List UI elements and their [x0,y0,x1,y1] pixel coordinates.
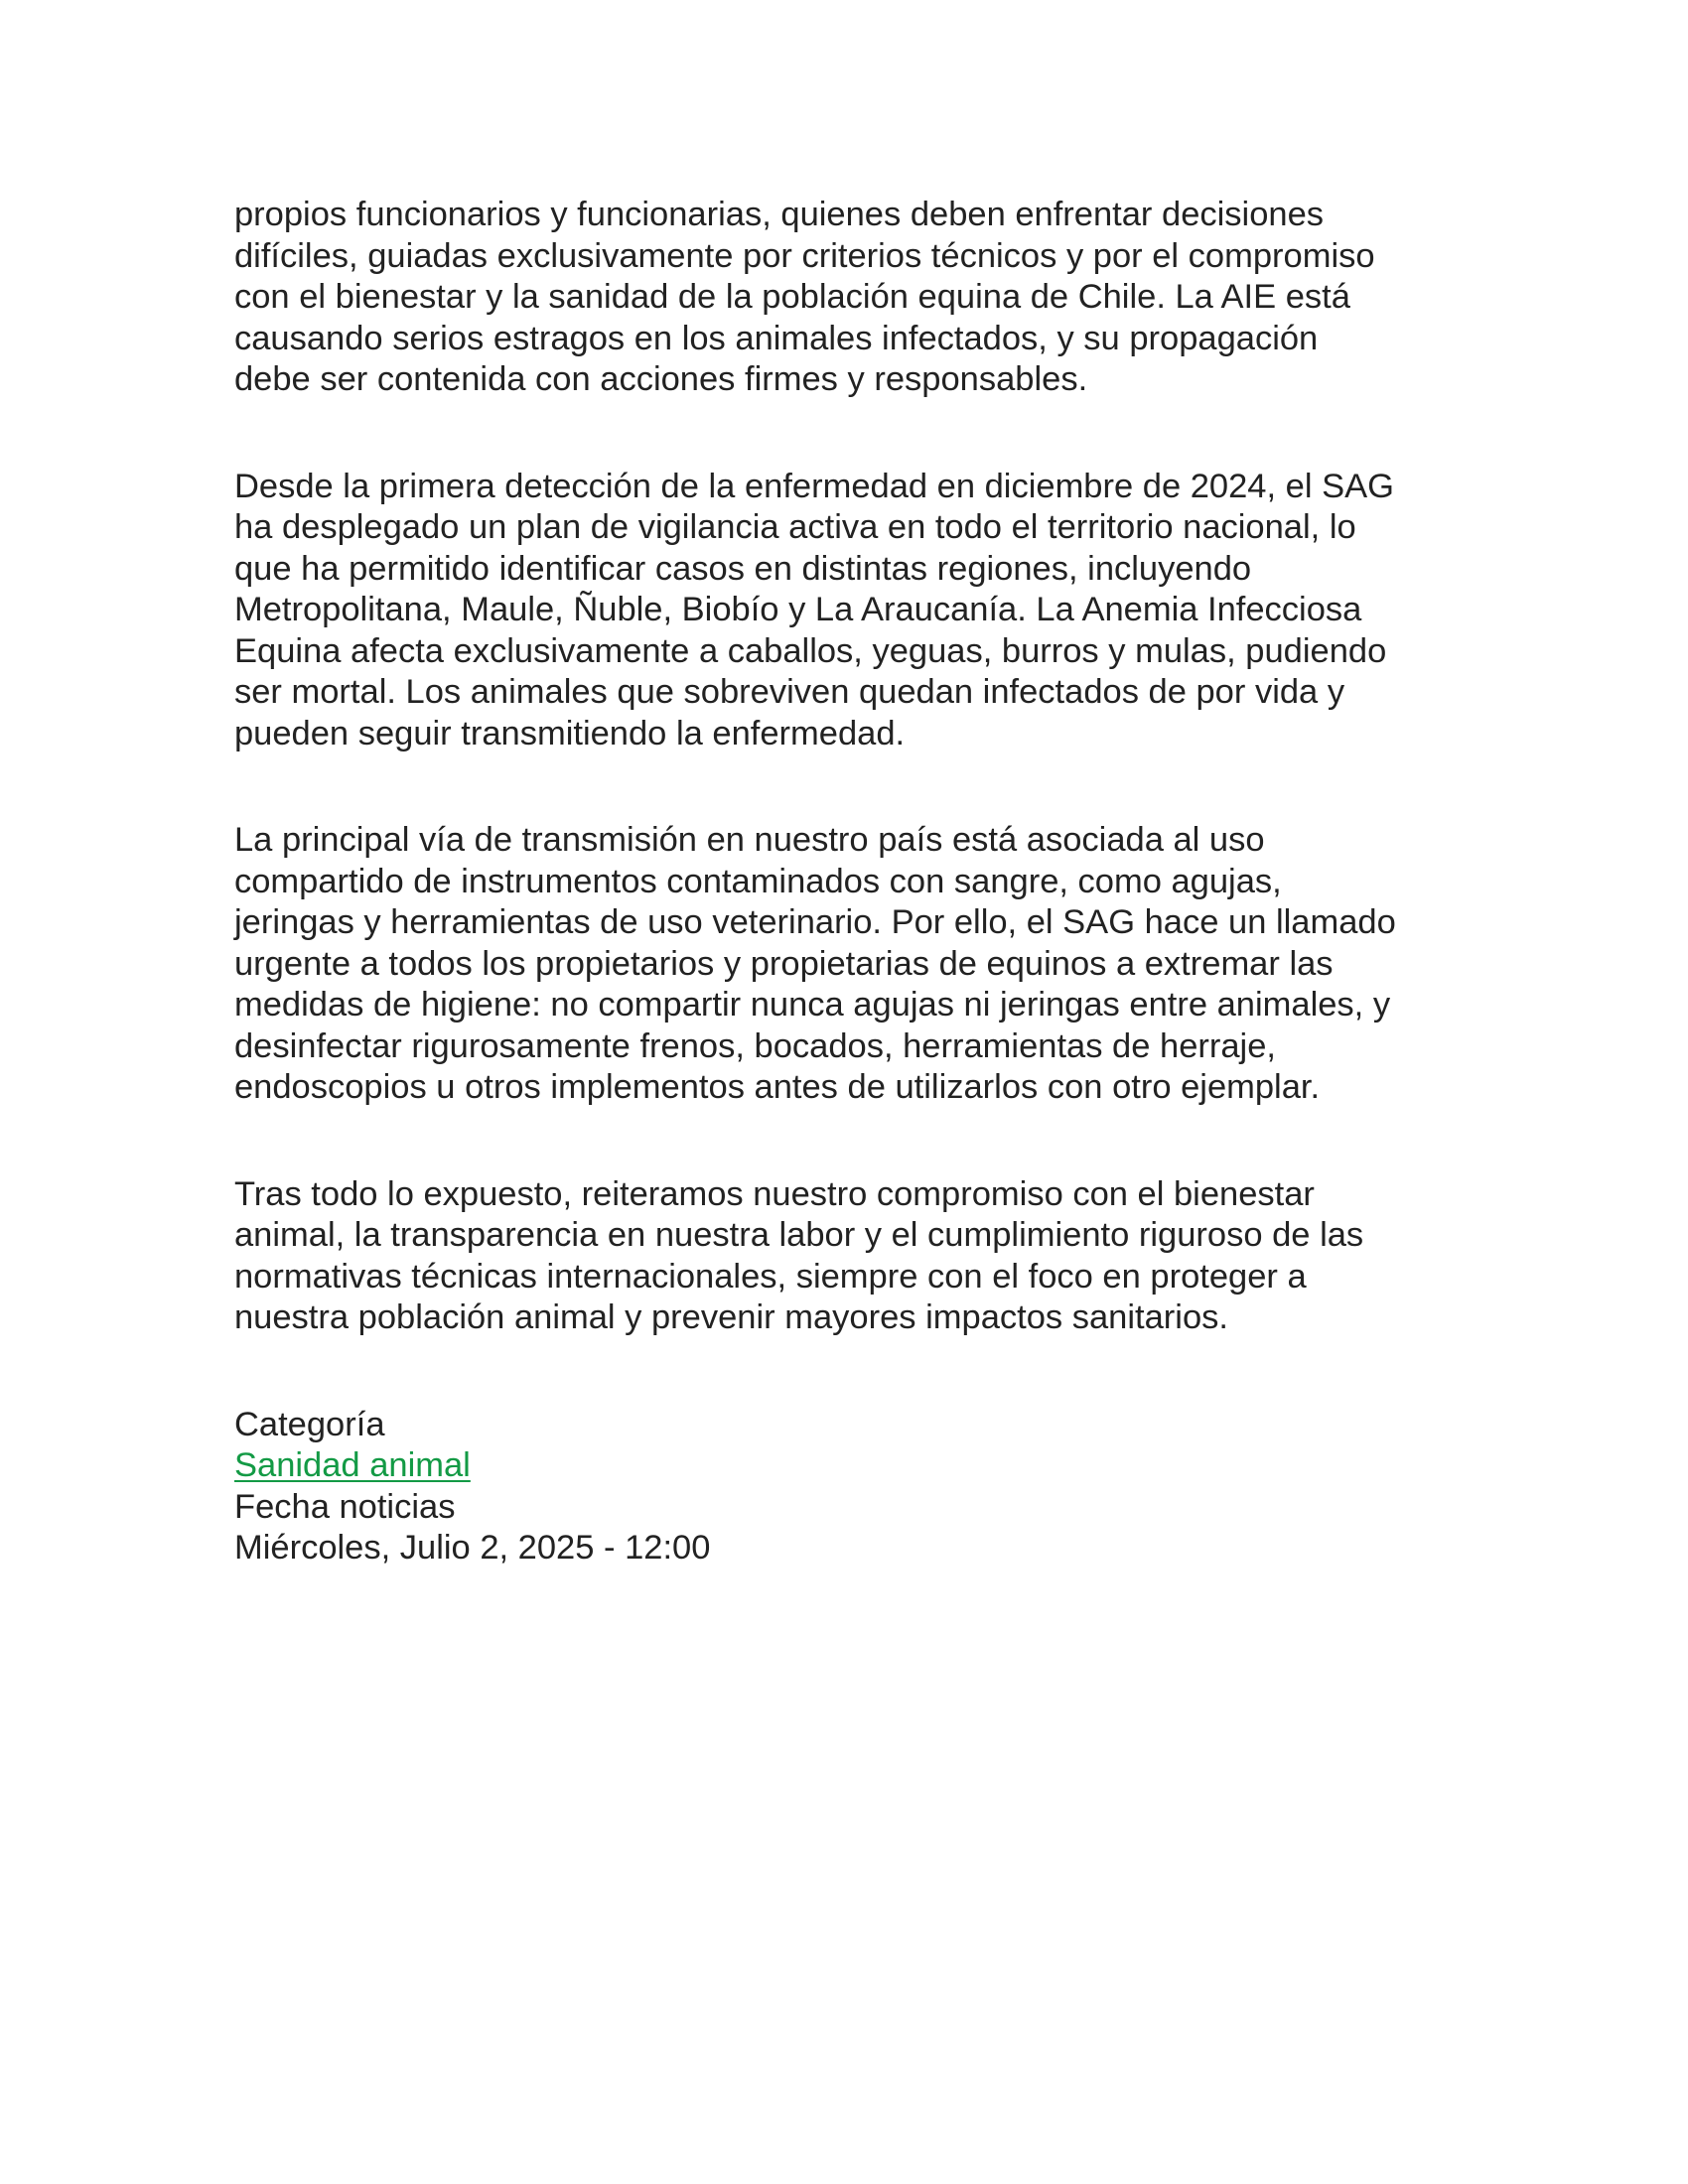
article-paragraph: Tras todo lo expuesto, reiteramos nuestro compromiso con el bienestar animal, la transparencia en nuestra labor y el cumplimiento riguroso de las normativas técnicas internacionales, siempre con el foco en proteger a nuestra población animal y prevenir mayores impactos sanitarios. [234,1174,1364,1336]
article-paragraph: La principal vía de transmisión en nuestro país está asociada al uso compartido de instrumentos contaminados con sangre, como agujas, jeringas y herramientas de uso veterinario. Por ello, el SAG hace un llamado urgente a todos los propietarios y propietarias de equinos a extremar las medidas de higiene: no compartir nunca agujas ni jeringas entre animales, y desinfectar rigurosamente frenos, bocados, herramientas de herraje, endoscopios u otros implementos antes de utilizarlos con otro ejemplar. [234,821,1396,1106]
document-page [234,195,1505,1570]
date-value: Miércoles, Julio 2, 2025 - 12:00 [234,1529,711,1567]
date-label: Fecha noticias [234,1487,456,1526]
category-label: Categoría [234,1405,385,1443]
article-paragraph: Desde la primera detección de la enfermedad en diciembre de 2024, el SAG ha desplegado un plan de vigilancia activa en todo el territorio nacional, lo que ha permitido identificar casos en distintas regiones, incluyendo Metropolitana, Maule, Ñuble, Biobío y La Araucanía. La Anemia Infecciosa Equina afecta exclusivamente a caballos, yeguas, burros y mulas, pudiendo ser mortal. Los animales que sobreviven quedan infectados de por vida y pueden seguir transmitiendo la enfermedad. [234,467,1394,752]
article-paragraph: propios funcionarios y funcionarias, quienes deben enfrentar decisiones difíciles, guiadas exclusivamente por criterios técnicos y por el compromiso con el bienestar y la sanidad de la población equina de Chile. La AIE está causando serios estragos en los animales infectados, y su propagación debe ser contenida con acciones firmes y responsables. [234,196,1375,398]
article-metadata [234,1405,1505,1570]
category-link[interactable]: Sanidad animal [234,1446,471,1484]
